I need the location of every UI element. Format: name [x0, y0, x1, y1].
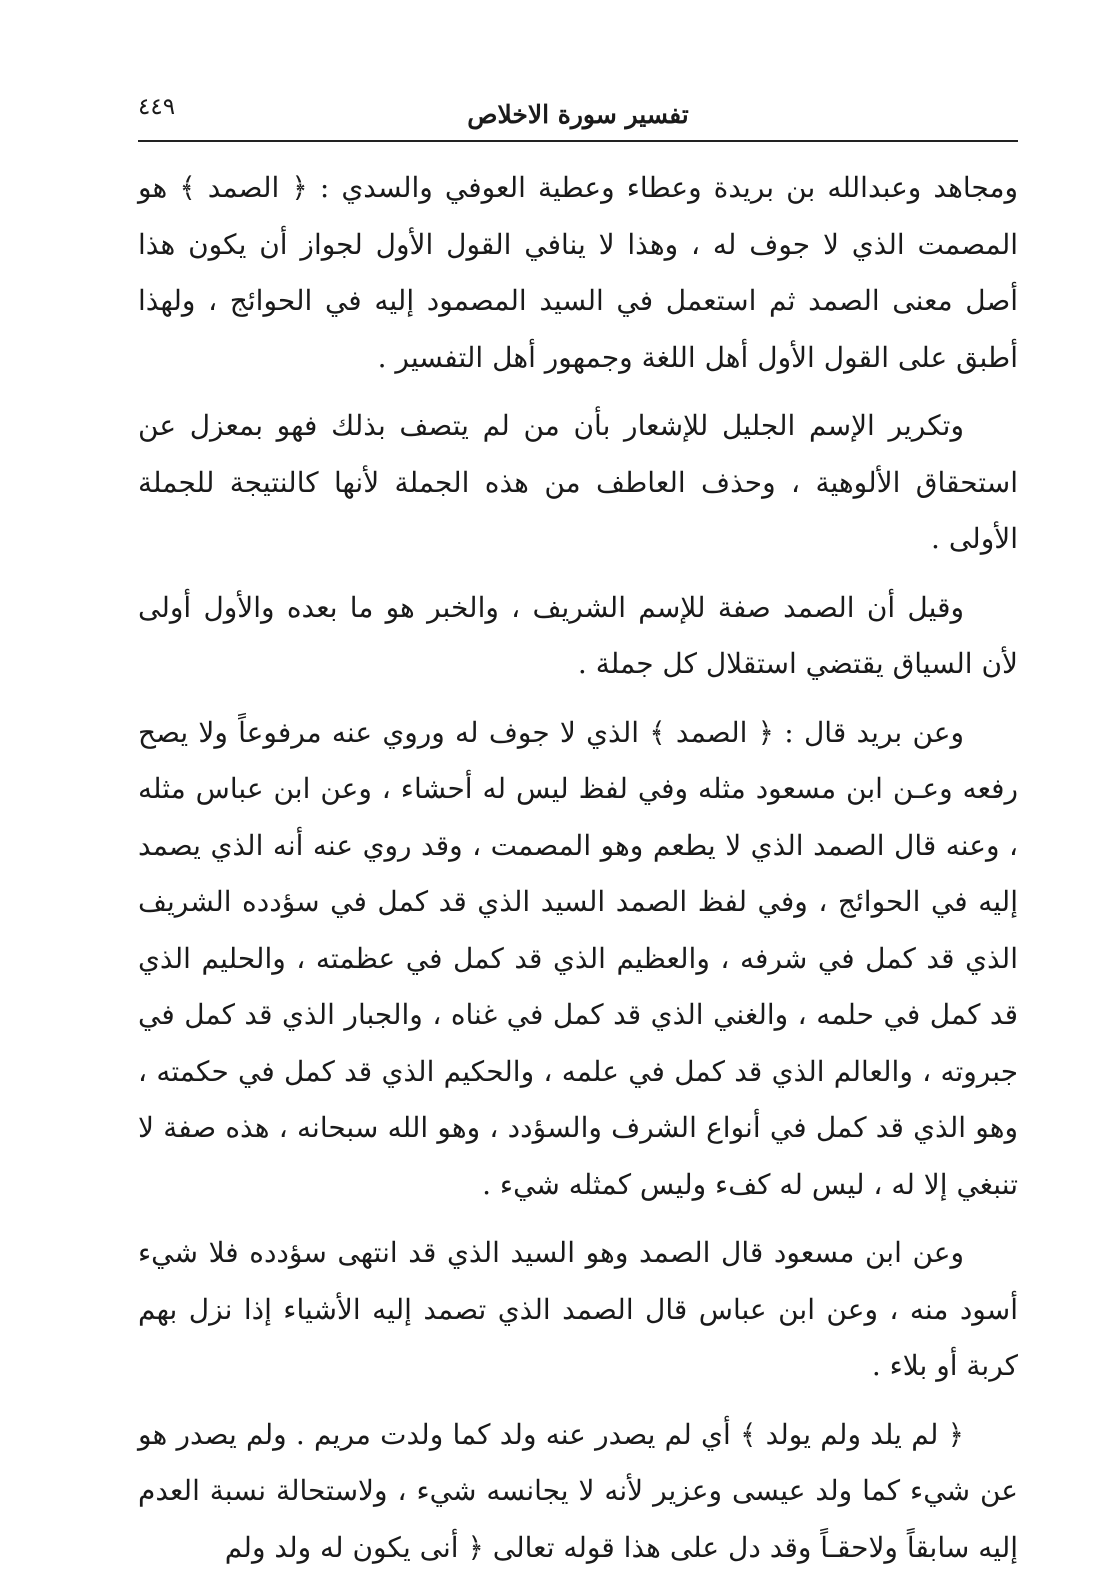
- paragraph-6: ﴿ لم يلد ولم يولد ﴾ أي لم يصدر عنه ولد كما ولدت مريم . ولم يصدر هو عن شيء كما ولد عيسى وعزير لأنه لا يجانسه شيء ، ولاستحالة نسبة العدم إليه سابقاً ولاحقـاً وقد دل على هذا قوله تعالى ﴿ أنى يكون له ولد ولم: [138, 1417, 1018, 1564]
- paragraph-1: ومجاهد وعبدالله بن بريدة وعطاء وعطية العوفي والسدي : ﴿ الصمد ﴾ هو المصمت الذي لا جوف له ، وهذا لا ينافي القول الأول لجواز أن يكون هذا أصل معنى الصمد ثم استعمل في السيد المصمود إليه في الحوائج ، ولهذا أطبق على القول الأول أهل اللغة وجمهور أهل التفسير .: [138, 171, 1018, 374]
- paragraph-3: وقيل أن الصمد صفة للإسم الشريف ، والخبر هو ما بعده والأول أولى لأن السياق يقتضي استقلال كل جملة .: [138, 590, 1018, 680]
- running-title: تفسير سورة الاخلاص: [467, 100, 689, 129]
- book-page: [138, 88, 1018, 1564]
- paragraph-4: وعن بريد قال : ﴿ الصمد ﴾ الذي لا جوف له وروي عنه مرفوعاً ولا يصح رفعه وعـن ابن مسعود مثله وفي لفظ ليس له أحشاء ، وعن ابن عباس مثله ، وعنه قال الصمد الذي لا يطعم وهو المصمت ، وقد روي عنه أنه الذي يصمد إليه في الحوائج ، وفي لفظ الصمد السيد الذي قد كمل في سؤدده الشريف الذي قد كمل في شرفه ، والعظيم الذي قد كمل في عظمته ، والحليم الذي قد كمل في حلمه ، والغني الذي قد كمل في غناه ، والجبار الذي قد كمل في جبروته ، والعالم الذي قد كمل في علمه ، والحكيم الذي قد كمل في حكمته ، وهو الذي قد كمل في أنواع الشرف والسؤدد ، وهو الله سبحانه ، هذه صفة لا تنبغي إلا له ، ليس له كفء وليس كمثله شيء .: [138, 715, 1018, 1201]
- page-number: ٤٤٩: [138, 94, 176, 120]
- paragraph-2: وتكرير الإسم الجليل للإشعار بأن من لم يتصف بذلك فهو بمعزل عن استحقاق الألوهية ، وحذف العاطف من هذه الجملة لأنها كالنتيجة للجملة الأولى .: [138, 409, 1018, 555]
- body-text: [138, 160, 1018, 1576]
- paragraph-5: وعن ابن مسعود قال الصمد وهو السيد الذي قد انتهى سؤدده فلا شيء أسود منه ، وعن ابن عباس قال الصمد الذي تصمد إليه الأشياء إذا نزل بهم كربة أو بلاء .: [138, 1236, 1018, 1382]
- running-header: [138, 88, 1018, 142]
